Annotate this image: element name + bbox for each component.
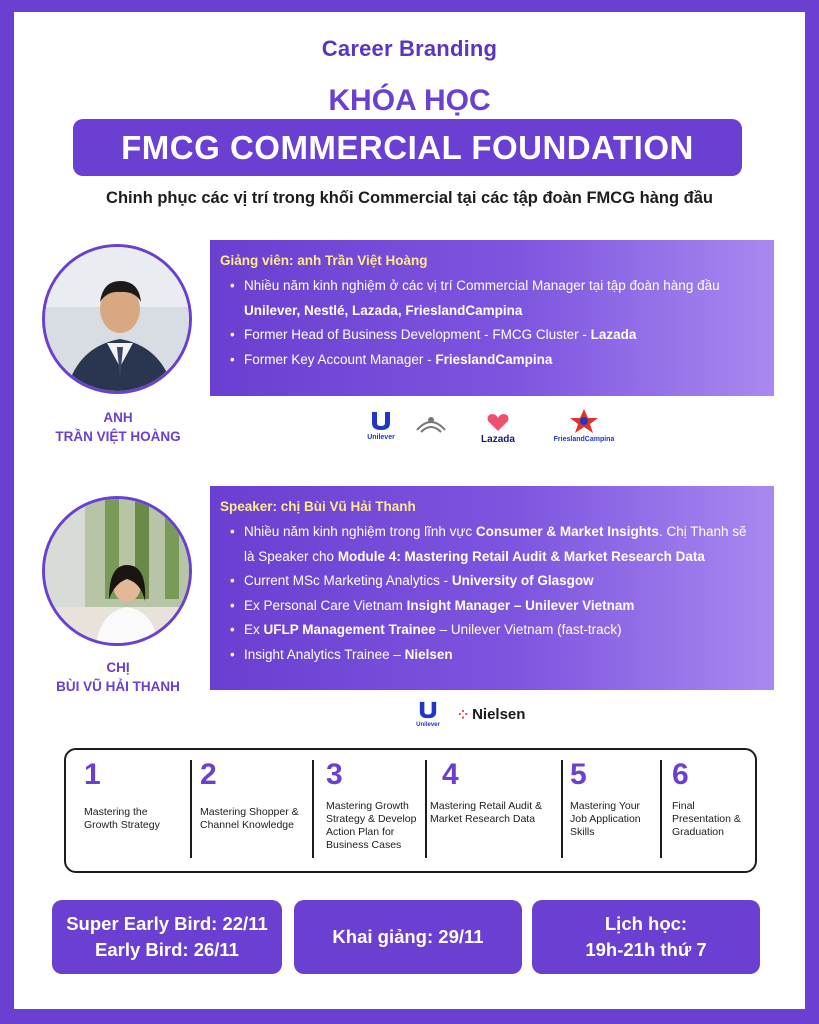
speaker-heading: Speaker: chị Bùi Vũ Hải Thanh — [220, 499, 416, 514]
divider — [425, 760, 427, 858]
list-item: • Ex UFLP Management Trainee – Unilever Vietnam (fast-track) — [220, 618, 760, 643]
module-2: 2 Mastering Shopper & Channel Knowledge — [200, 758, 299, 831]
divider — [312, 760, 314, 858]
start-date-box — [294, 900, 522, 974]
speaker-panel — [210, 486, 774, 690]
poster — [14, 12, 805, 1009]
list-item: • Nhiều năm kinh nghiệm trong lĩnh vực Consumer & Market Insights. Chị Thanh sẽ là Speaker cho Module 4: Mastering Retail Audit & Market Research Data — [220, 520, 760, 569]
module-3: 3 Mastering Growth Strategy & Develop Action Plan for Business Cases — [326, 758, 417, 851]
instructor-name — [28, 408, 208, 446]
course-label: KHÓA HỌC — [328, 84, 491, 117]
list-item: • Former Head of Business Development - FMCG Cluster - Lazada — [220, 323, 760, 348]
schedule-label: Lịch học: — [604, 913, 688, 934]
friesland-star-icon — [568, 408, 600, 434]
course-title: FMCG COMMERCIAL FOUNDATION — [73, 119, 742, 176]
unilever-logo: Unilever — [366, 410, 396, 441]
speaker-title: CHỊ — [106, 660, 130, 675]
schedule-box — [532, 900, 760, 974]
frieslandcampina-logo: FrieslandCampina — [542, 408, 626, 443]
instructor-fullname: TRẦN VIỆT HOÀNG — [55, 429, 181, 444]
nielsen-logo: ⁘ Nielsen — [458, 706, 526, 723]
course-subtitle: Chinh phục các vị trí trong khối Commercial tại các tập đoàn FMCG hàng đầu — [106, 189, 713, 207]
nestle-logo — [412, 410, 450, 440]
list-item: • Current MSc Marketing Analytics - University of Glasgow — [220, 569, 760, 594]
speaker-name — [28, 658, 208, 696]
speaker-photo — [42, 496, 192, 646]
lazada-heart-icon — [486, 412, 510, 432]
list-item: • Nhiều năm kinh nghiệm ở các vị trí Commercial Manager tại tập đoàn hàng đầu Unilever, Nestlé, Lazada, FrieslandCampina — [220, 274, 760, 323]
nest-icon — [413, 410, 449, 438]
module-5: 5 Mastering Your Job Application Skills — [570, 758, 641, 838]
unilever-logo: Unilever — [414, 700, 442, 728]
start-date: Khai giảng: 29/11 — [332, 926, 484, 947]
module-4: 4 Mastering Retail Audit & Market Research Data — [430, 758, 543, 825]
module-1: 1 Mastering the Growth Strategy — [84, 758, 160, 831]
person-photo-icon — [45, 499, 192, 646]
nielsen-mark-icon: ⁘ — [458, 707, 469, 722]
unilever-icon — [417, 700, 439, 720]
instructor-heading: Giảng viên: anh Trần Việt Hoàng — [220, 253, 428, 268]
lazada-logo: Lazada — [476, 412, 520, 445]
instructor-panel — [210, 240, 774, 396]
speaker-fullname: BÙI VŨ HẢI THANH — [56, 679, 180, 694]
schedule-time: 19h-21h thứ 7 — [585, 939, 707, 960]
brand-title: Career Branding — [321, 36, 498, 61]
list-item: • Former Key Account Manager - FrieslandCampina — [220, 348, 760, 373]
person-photo-icon — [45, 247, 192, 394]
super-early-bird: Super Early Bird: 22/11 — [66, 913, 268, 934]
early-bird-box — [52, 900, 282, 974]
early-bird: Early Bird: 26/11 — [95, 939, 239, 960]
speaker-bullets — [220, 520, 760, 667]
divider — [190, 760, 192, 858]
divider — [561, 760, 563, 858]
module-timeline — [64, 748, 757, 873]
list-item: • Insight Analytics Trainee – Nielsen — [220, 643, 760, 668]
instructor-bullets — [220, 274, 760, 372]
instructor-photo — [42, 244, 192, 394]
list-item: • Ex Personal Care Vietnam Insight Manager – Unilever Vietnam — [220, 594, 760, 619]
instructor-title: ANH — [103, 410, 133, 425]
divider — [660, 760, 662, 858]
unilever-icon — [369, 410, 393, 432]
module-6: 6 Final Presentation & Graduation — [672, 758, 741, 838]
